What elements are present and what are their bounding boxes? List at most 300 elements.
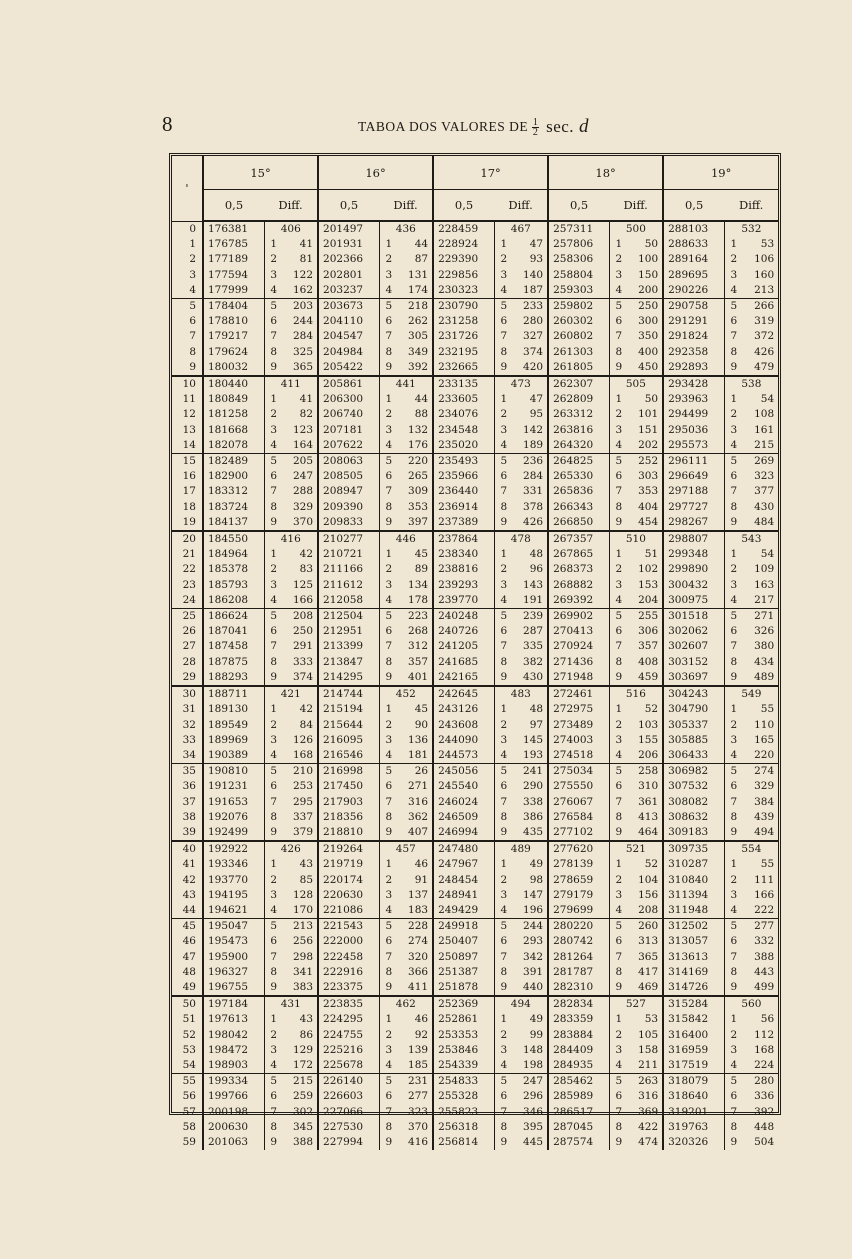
diff-value-cell: 158 [638, 1043, 659, 1056]
diff-value-cell: 155 [638, 733, 659, 746]
diff-digit-cell: 8 [494, 500, 513, 515]
diff-digit-cell: 3 [264, 733, 283, 748]
value-cell: 199766 [208, 1090, 249, 1103]
value-cell: 227530 [318, 1120, 379, 1135]
value-cell: 288633 [663, 237, 724, 252]
degree-header: 16° [318, 156, 433, 190]
value-cell: 282310 [548, 980, 609, 996]
diff-digit-cell: 8 [494, 655, 513, 670]
value-header: 0,5 [433, 190, 494, 222]
diff-value-cell: 366 [408, 965, 429, 978]
diff-value-cell: 247 [513, 1074, 548, 1090]
value-cell: 219719 [318, 857, 379, 872]
diff-digit-cell: 7 [379, 329, 398, 344]
value-cell: 288103 [663, 221, 724, 237]
value-cell: 252861 [433, 1012, 494, 1027]
diff-digit-cell: 8 [609, 500, 628, 515]
value-cell: 177999 [208, 283, 249, 296]
minute-cell: 4 [172, 283, 203, 299]
diff-digit-cell: 3 [609, 1043, 628, 1058]
value-cell: 318079 [663, 1074, 724, 1090]
value-cell: 223835 [318, 996, 379, 1012]
diff-value-cell: 95 [529, 408, 544, 421]
diff-value-cell: 260 [628, 919, 663, 935]
diff-digit-cell: 4 [379, 283, 398, 299]
diff-digit-cell: 6 [379, 314, 398, 329]
diff-value-cell: 274 [743, 764, 778, 780]
diff-digit-cell: 8 [379, 655, 398, 670]
diff-value-cell: 168 [292, 748, 314, 761]
value-cell: 281264 [548, 950, 609, 965]
diff-digit-cell: 5 [609, 764, 628, 780]
value-cell: 264825 [548, 454, 609, 470]
value-cell: 188293 [208, 670, 249, 683]
diff-digit-cell: 4 [379, 593, 398, 609]
value-cell: 192499 [208, 825, 249, 838]
value-cell: 178810 [208, 315, 249, 328]
value-cell: 190810 [203, 764, 264, 780]
diff-value-cell: 280 [523, 315, 544, 328]
minute-cell: 27 [172, 639, 203, 654]
diff-value-cell: 140 [523, 268, 544, 281]
diff-value-cell: 284 [292, 330, 314, 343]
diff-value-cell: 327 [523, 330, 544, 343]
diff-value-cell: 357 [408, 655, 429, 668]
value-cell: 317519 [663, 1058, 724, 1074]
diff-value-cell: 369 [638, 1105, 659, 1118]
diff-value-cell: 136 [408, 733, 429, 746]
diff-total-cell: 500 [609, 221, 663, 237]
diff-digit-cell: 8 [609, 965, 628, 980]
value-cell: 226603 [318, 1089, 379, 1104]
table-row [172, 221, 778, 237]
value-cell: 201497 [318, 221, 379, 237]
diff-value-cell: 168 [754, 1043, 775, 1056]
value-cell: 182900 [208, 470, 249, 483]
diff-value-cell: 443 [754, 965, 775, 978]
diff-digit-cell: 5 [494, 609, 513, 625]
diff-value-cell: 365 [292, 360, 314, 373]
value-cell: 301518 [663, 609, 724, 625]
diff-digit-cell: 4 [494, 748, 513, 764]
diff-digit-cell: 9 [264, 670, 283, 686]
diff-value-cell: 86 [299, 1028, 314, 1041]
diff-digit-cell: 6 [264, 469, 283, 484]
value-cell: 198903 [208, 1058, 249, 1071]
diff-value-cell: 215 [754, 438, 775, 451]
table-row [172, 903, 778, 919]
diff-total-cell: 416 [264, 531, 318, 547]
diff-digit-cell: 8 [724, 655, 743, 670]
value-cell: 185378 [208, 563, 249, 576]
diff-value-cell: 56 [760, 1013, 775, 1026]
diff-value-cell: 407 [408, 825, 429, 838]
table-row [172, 1120, 778, 1135]
diff-digit-cell: 7 [264, 795, 283, 810]
diff-digit-cell: 5 [724, 1074, 743, 1090]
diff-total-cell: 532 [724, 221, 778, 237]
diff-value-cell: 291 [292, 640, 314, 653]
diff-digit-cell: 1 [379, 237, 398, 252]
fraction-denominator: 2 [532, 126, 539, 138]
diff-value-cell: 416 [408, 1135, 429, 1148]
diff-digit-cell: 5 [379, 299, 398, 315]
diff-value-cell: 392 [408, 360, 429, 373]
table-row [172, 1028, 778, 1043]
diff-value-cell: 81 [299, 253, 314, 266]
diff-value-cell: 459 [638, 670, 659, 683]
value-cell: 242165 [433, 670, 494, 686]
value-cell: 195473 [208, 935, 249, 948]
diff-digit-cell: 1 [724, 547, 743, 562]
diff-value-cell: 333 [292, 655, 314, 668]
diff-value-cell: 82 [299, 408, 314, 421]
table-row [172, 980, 778, 996]
value-cell: 253846 [433, 1043, 494, 1058]
value-cell: 295573 [663, 438, 724, 454]
diff-digit-cell: 3 [494, 578, 513, 593]
value-cell: 184137 [208, 515, 249, 528]
diff-value-cell: 96 [529, 563, 544, 576]
value-cell: 183312 [208, 485, 249, 498]
value-cell: 214295 [318, 670, 379, 686]
diff-digit-cell: 1 [609, 1012, 628, 1027]
value-cell: 193770 [208, 873, 249, 886]
diff-digit-cell: 7 [494, 329, 513, 344]
diff-digit-cell: 8 [494, 1120, 513, 1135]
minute-cell: 53 [172, 1043, 203, 1058]
diff-digit-cell: 6 [609, 624, 628, 639]
diff-digit-cell: 4 [609, 283, 628, 299]
diff-value-cell: 185 [408, 1058, 429, 1071]
value-cell: 310840 [663, 873, 724, 888]
value-cell: 192076 [208, 810, 249, 823]
diff-value-cell: 174 [408, 283, 429, 296]
table-row [172, 996, 778, 1012]
diff-value-cell: 233 [513, 299, 548, 315]
value-cell: 276584 [548, 810, 609, 825]
minute-cell: 39 [172, 825, 203, 841]
value-cell: 271948 [548, 670, 609, 686]
diff-digit-cell: 2 [609, 718, 628, 733]
diff-digit-cell: 6 [379, 934, 398, 949]
value-cell: 291291 [663, 314, 724, 329]
diff-digit-cell: 4 [264, 903, 283, 919]
diff-digit-cell: 6 [609, 934, 628, 949]
diff-value-cell: 183 [408, 903, 429, 916]
diff-value-cell: 284 [523, 470, 544, 483]
diff-digit-cell: 7 [609, 795, 628, 810]
diff-value-cell: 287 [523, 625, 544, 638]
diff-digit-cell: 3 [264, 1043, 283, 1058]
diff-digit-cell: 7 [609, 639, 628, 654]
value-cell: 228924 [433, 237, 494, 252]
value-cell: 197613 [208, 1013, 249, 1026]
minute-cell: 26 [172, 624, 203, 639]
diff-value-cell: 88 [414, 408, 429, 421]
diff-total-cell: 494 [494, 996, 548, 1012]
diff-value-cell: 408 [638, 655, 659, 668]
diff-value-cell: 386 [523, 810, 544, 823]
value-cell: 189130 [208, 703, 249, 716]
diff-digit-cell: 4 [494, 283, 513, 299]
diff-value-cell: 105 [638, 1028, 659, 1041]
diff-digit-cell: 2 [724, 718, 743, 733]
minute-cell: 2 [172, 252, 203, 267]
diff-value-cell: 288 [292, 485, 314, 498]
diff-digit-cell: 2 [379, 562, 398, 577]
diff-header: Diff. [264, 190, 318, 222]
table-row [172, 469, 778, 484]
diff-value-cell: 319 [754, 315, 775, 328]
table-row [172, 1105, 778, 1120]
value-header: 0,5 [203, 190, 264, 222]
value-cell: 241205 [433, 639, 494, 654]
diff-digit-cell: 1 [264, 547, 283, 562]
diff-value-cell: 198 [523, 1058, 544, 1071]
value-cell: 261805 [548, 360, 609, 376]
diff-digit-cell: 7 [379, 795, 398, 810]
value-cell: 300432 [663, 578, 724, 593]
diff-digit-cell: 2 [724, 873, 743, 888]
table-row [172, 873, 778, 888]
diff-value-cell: 148 [523, 1043, 544, 1056]
table-row [172, 329, 778, 344]
diff-value-cell: 271 [408, 780, 429, 793]
diff-digit-cell: 2 [494, 252, 513, 267]
diff-value-cell: 181 [408, 748, 429, 761]
value-cell: 222458 [318, 950, 379, 965]
value-cell: 282834 [548, 996, 609, 1012]
diff-digit-cell: 7 [494, 1105, 513, 1120]
minute-cell: 9 [172, 360, 203, 376]
diff-digit-cell: 9 [724, 515, 743, 531]
value-cell: 182078 [208, 438, 249, 451]
minute-cell: 16 [172, 469, 203, 484]
value-cell: 262307 [548, 376, 609, 392]
diff-total-cell: 505 [609, 376, 663, 392]
diff-digit-cell: 6 [494, 779, 513, 794]
table-body [172, 221, 778, 1150]
diff-digit-cell: 5 [609, 1074, 628, 1090]
diff-digit-cell: 1 [724, 702, 743, 717]
diff-total-cell: 549 [724, 686, 778, 702]
value-cell: 246509 [433, 810, 494, 825]
minute-cell: 58 [172, 1120, 203, 1135]
value-cell: 244090 [433, 733, 494, 748]
value-cell: 246024 [433, 795, 494, 810]
table-row [172, 237, 778, 252]
diff-value-cell: 215 [283, 1074, 318, 1090]
diff-value-cell: 128 [292, 888, 314, 901]
diff-value-cell: 93 [529, 253, 544, 266]
minute-cell: 42 [172, 873, 203, 888]
diff-digit-cell: 8 [609, 810, 628, 825]
diff-digit-cell: 2 [379, 718, 398, 733]
value-cell: 290226 [663, 283, 724, 299]
value-cell: 216095 [318, 733, 379, 748]
diff-value-cell: 90 [414, 718, 429, 731]
diff-value-cell: 434 [754, 655, 775, 668]
diff-value-cell: 131 [408, 268, 429, 281]
diff-value-cell: 426 [754, 345, 775, 358]
diff-value-cell: 280 [743, 1074, 778, 1090]
value-cell: 311948 [663, 903, 724, 919]
value-cell: 191231 [208, 780, 249, 793]
diff-digit-cell: 5 [379, 454, 398, 470]
value-cell: 180032 [208, 360, 249, 373]
diff-value-cell: 271 [743, 609, 778, 625]
diff-value-cell: 196 [523, 903, 544, 916]
diff-digit-cell: 4 [264, 748, 283, 764]
value-cell: 200630 [208, 1120, 249, 1133]
diff-total-cell: 473 [494, 376, 548, 392]
diff-digit-cell: 1 [379, 702, 398, 717]
diff-value-cell: 239 [513, 609, 548, 625]
page-number: 8 [162, 112, 173, 136]
minute-cell: 52 [172, 1028, 203, 1043]
value-cell: 229856 [433, 268, 494, 283]
diff-digit-cell: 5 [609, 609, 628, 625]
value-cell: 216998 [318, 764, 379, 780]
value-cell: 260802 [548, 329, 609, 344]
diff-value-cell: 357 [638, 640, 659, 653]
diff-value-cell: 161 [754, 423, 775, 436]
minute-cell: 6 [172, 314, 203, 329]
value-cell: 271436 [548, 655, 609, 670]
diff-total-cell: 521 [609, 841, 663, 857]
diff-digit-cell: 2 [379, 252, 398, 267]
diff-digit-cell: 2 [724, 1028, 743, 1043]
diff-value-cell: 426 [523, 515, 544, 528]
diff-value-cell: 326 [754, 625, 775, 638]
diff-value-cell: 85 [299, 873, 314, 886]
value-cell: 200198 [208, 1105, 249, 1118]
value-cell: 303697 [663, 670, 724, 686]
diff-value-cell: 337 [292, 810, 314, 823]
diff-value-cell: 417 [638, 965, 659, 978]
diff-digit-cell: 8 [494, 810, 513, 825]
value-cell: 232195 [433, 345, 494, 360]
value-cell: 184550 [203, 531, 264, 547]
diff-value-cell: 160 [754, 268, 775, 281]
diff-digit-cell: 7 [609, 1105, 628, 1120]
value-cell: 232665 [433, 360, 494, 376]
diff-value-cell: 164 [292, 438, 314, 451]
value-cell: 217903 [318, 795, 379, 810]
value-cell: 182489 [203, 454, 264, 470]
diff-value-cell: 258 [628, 764, 663, 780]
value-cell: 245540 [433, 779, 494, 794]
table-row [172, 562, 778, 577]
value-cell: 299348 [663, 547, 724, 562]
minute-cell: 57 [172, 1105, 203, 1120]
table-row [172, 733, 778, 748]
table-row [172, 965, 778, 980]
value-cell: 204110 [318, 314, 379, 329]
value-cell: 303152 [663, 655, 724, 670]
diff-total-cell: 478 [494, 531, 548, 547]
diff-value-cell: 345 [292, 1120, 314, 1133]
value-cell: 192922 [203, 841, 264, 857]
value-cell: 293963 [663, 392, 724, 407]
value-cell: 179624 [208, 345, 249, 358]
diff-value-cell: 349 [408, 345, 429, 358]
diff-digit-cell: 2 [609, 252, 628, 267]
value-cell: 190389 [208, 748, 249, 761]
value-cell: 226140 [318, 1074, 379, 1090]
value-cell: 265836 [548, 484, 609, 499]
diff-total-cell: 457 [379, 841, 433, 857]
value-cell: 304790 [663, 702, 724, 717]
diff-digit-cell: 8 [264, 810, 283, 825]
diff-digit-cell: 4 [379, 748, 398, 764]
diff-digit-cell: 6 [379, 469, 398, 484]
diff-value-cell: 306 [638, 625, 659, 638]
diff-value-cell: 404 [638, 500, 659, 513]
table-row [172, 578, 778, 593]
diff-digit-cell: 4 [379, 903, 398, 919]
value-cell: 287574 [548, 1135, 609, 1150]
diff-digit-cell: 5 [609, 919, 628, 935]
diff-value-cell: 84 [299, 718, 314, 731]
value-cell: 223375 [318, 980, 379, 996]
table-row [172, 593, 778, 609]
diff-value-cell: 310 [638, 780, 659, 793]
diff-value-cell: 87 [414, 253, 429, 266]
value-cell: 269392 [548, 593, 609, 609]
diff-digit-cell: 3 [264, 888, 283, 903]
diff-value-cell: 302 [292, 1105, 314, 1118]
value-cell: 245056 [433, 764, 494, 780]
value-cell: 231258 [433, 314, 494, 329]
table-row [172, 670, 778, 686]
diff-digit-cell: 8 [609, 655, 628, 670]
diff-value-cell: 346 [523, 1105, 544, 1118]
table-row [172, 702, 778, 717]
value-header: 0,5 [548, 190, 609, 222]
minute-cell: 3 [172, 268, 203, 283]
minute-cell: 38 [172, 810, 203, 825]
diff-digit-cell: 3 [379, 268, 398, 283]
value-cell: 312502 [663, 919, 724, 935]
diff-digit-cell: 4 [609, 903, 628, 919]
diff-value-cell: 464 [638, 825, 659, 838]
diff-digit-cell: 4 [264, 283, 283, 299]
minute-cell: 23 [172, 578, 203, 593]
value-cell: 274518 [548, 748, 609, 764]
value-cell: 205422 [318, 360, 379, 376]
table-row [172, 283, 778, 299]
diff-value-cell: 336 [754, 1090, 775, 1103]
diff-digit-cell: 9 [609, 360, 628, 376]
diff-digit-cell: 9 [609, 670, 628, 686]
diff-digit-cell: 9 [494, 360, 513, 376]
diff-value-cell: 208 [283, 609, 318, 625]
value-cell: 278139 [548, 857, 609, 872]
diff-digit-cell: 5 [609, 299, 628, 315]
value-cell: 196755 [208, 980, 249, 993]
diff-value-cell: 361 [638, 795, 659, 808]
value-cell: 276067 [548, 795, 609, 810]
diff-value-cell: 422 [638, 1120, 659, 1133]
diff-value-cell: 98 [529, 873, 544, 886]
diff-value-cell: 101 [638, 408, 659, 421]
diff-value-cell: 129 [292, 1043, 314, 1056]
diff-value-cell: 166 [292, 593, 314, 606]
diff-value-cell: 250 [292, 625, 314, 638]
value-cell: 227994 [318, 1135, 379, 1150]
